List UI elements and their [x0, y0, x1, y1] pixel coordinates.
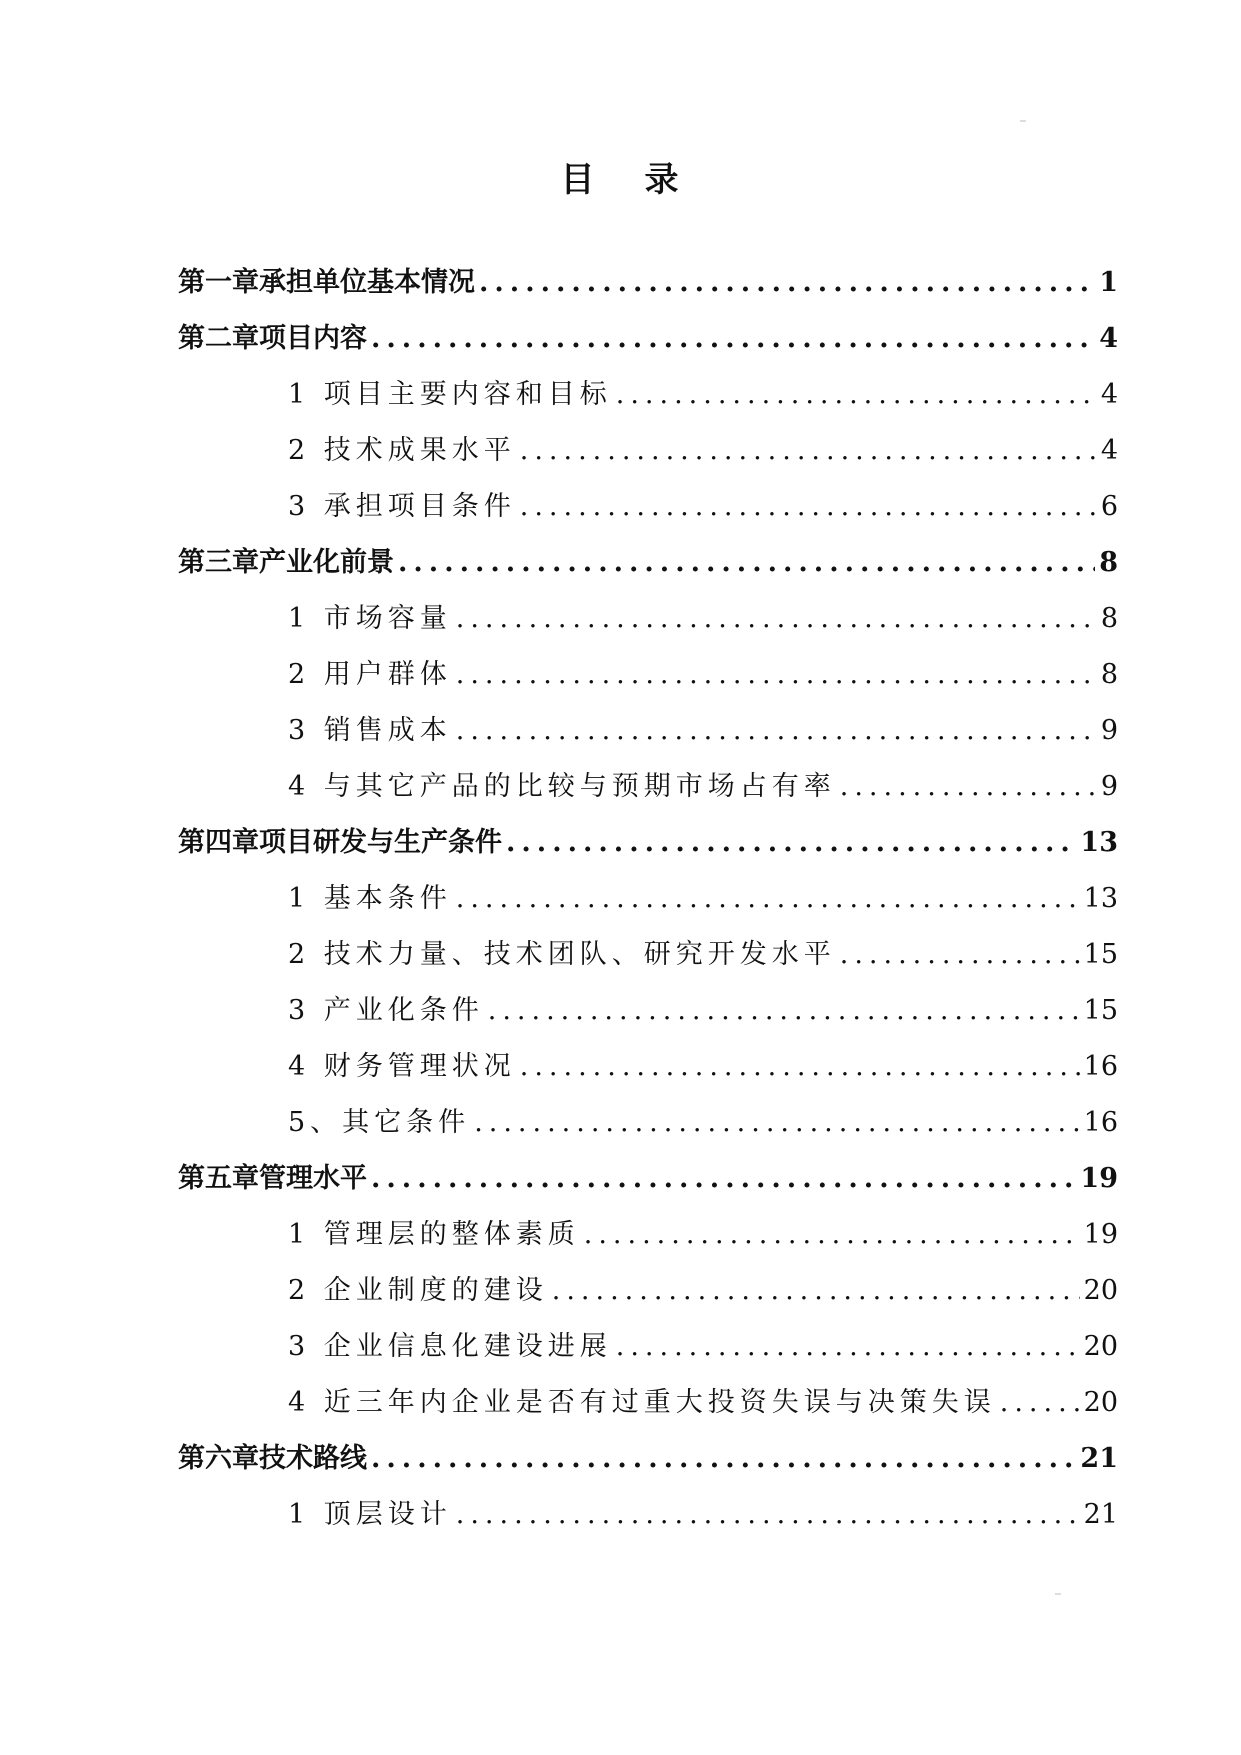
- toc-dot-leader: [552, 1263, 1080, 1319]
- toc-dot-leader: [616, 1319, 1080, 1375]
- toc-dot-leader: [456, 1487, 1080, 1543]
- toc-dot-leader: [371, 311, 1095, 367]
- toc-chapter-entry[interactable]: [178, 311, 1118, 367]
- toc-section-entry[interactable]: [178, 1095, 1118, 1151]
- toc-page-number: 1: [1099, 267, 1118, 298]
- toc-section-entry[interactable]: [178, 479, 1118, 535]
- toc-page-number: 20: [1083, 1387, 1118, 1418]
- toc-section-entry[interactable]: [178, 927, 1118, 983]
- page-title-char-2: 录: [644, 160, 681, 200]
- toc-dot-leader: [479, 255, 1095, 311]
- toc-entry-label: 3 产业化条件: [288, 995, 484, 1026]
- toc-chapter-number: 第三章: [178, 547, 259, 578]
- toc-dot-leader: [371, 1151, 1076, 1207]
- toc-entry-label: 2 技术力量、技术团队、研究开发水平: [288, 939, 836, 970]
- toc-dot-leader: [371, 1431, 1076, 1487]
- page-title: [0, 152, 1241, 201]
- toc-page-number: 20: [1083, 1331, 1118, 1362]
- toc-dot-leader: [474, 1095, 1079, 1151]
- toc-entry-label: 2 用户群体: [288, 659, 452, 690]
- toc-entry-label: 3 销售成本: [288, 715, 452, 746]
- toc-dot-leader: [1000, 1375, 1080, 1431]
- toc-dot-leader: [616, 367, 1097, 423]
- toc-page-number: 19: [1080, 1163, 1118, 1194]
- toc-dot-leader: [456, 647, 1097, 703]
- toc-dot-leader: [520, 1039, 1080, 1095]
- toc-entry-label: 1 管理层的整体素质: [288, 1219, 580, 1250]
- scan-mark-bottom: [1055, 1593, 1061, 1595]
- toc-entry-label: 技术路线: [259, 1443, 367, 1474]
- toc-page-number: 13: [1080, 827, 1118, 858]
- toc-dot-leader: [398, 535, 1095, 591]
- toc-entry-label: 4 财务管理状况: [288, 1051, 516, 1082]
- toc-section-entry[interactable]: [178, 423, 1118, 479]
- toc-page-number: 9: [1100, 771, 1118, 802]
- toc-page-number: 20: [1083, 1275, 1118, 1306]
- toc-page-number: 15: [1083, 995, 1118, 1026]
- toc-page-number: 8: [1100, 659, 1118, 690]
- toc-entry-label: 1 顶层设计: [288, 1499, 452, 1530]
- toc-section-entry[interactable]: [178, 703, 1118, 759]
- toc-chapter-entry[interactable]: [178, 1431, 1118, 1487]
- toc-dot-leader: [520, 423, 1097, 479]
- toc-section-entry[interactable]: [178, 1263, 1118, 1319]
- toc-entry-label: 3 承担项目条件: [288, 491, 516, 522]
- toc-section-entry[interactable]: [178, 591, 1118, 647]
- toc-section-entry[interactable]: [178, 1487, 1118, 1543]
- toc-dot-leader: [456, 703, 1097, 759]
- toc-section-entry[interactable]: [178, 1375, 1118, 1431]
- toc-dot-leader: [488, 983, 1080, 1039]
- toc-dot-leader: [456, 591, 1097, 647]
- toc-entry-label: 1 项目主要内容和目标: [288, 379, 612, 410]
- toc-chapter-number: 第四章: [178, 827, 259, 858]
- toc-section-entry[interactable]: [178, 983, 1118, 1039]
- toc-chapter-entry[interactable]: [178, 815, 1118, 871]
- toc-page-number: 13: [1083, 883, 1118, 914]
- toc-page-number: 21: [1080, 1443, 1118, 1474]
- toc-entry-label: 4 与其它产品的比较与预期市场占有率: [288, 771, 836, 802]
- toc-dot-leader: [456, 871, 1080, 927]
- toc-page-number: 21: [1083, 1499, 1118, 1530]
- toc-entry-label: 4 近三年内企业是否有过重大投资失误与决策失误: [288, 1387, 996, 1418]
- toc-entry-label: 2 技术成果水平: [288, 435, 516, 466]
- toc-chapter-entry[interactable]: [178, 1151, 1118, 1207]
- toc-entry-label: 1 基本条件: [288, 883, 452, 914]
- toc-section-entry[interactable]: [178, 759, 1118, 815]
- toc-entry-label: 项目研发与生产条件: [259, 827, 502, 858]
- toc-chapter-number: 第一章: [178, 267, 259, 298]
- toc-entry-label: 3 企业信息化建设进展: [288, 1331, 612, 1362]
- toc-page-number: 6: [1100, 491, 1118, 522]
- toc-section-entry[interactable]: [178, 1039, 1118, 1095]
- table-of-contents: [178, 255, 1118, 1543]
- toc-chapter-entry[interactable]: [178, 535, 1118, 591]
- toc-page-number: 9: [1100, 715, 1118, 746]
- toc-page-number: 8: [1100, 603, 1118, 634]
- toc-chapter-number: 第五章: [178, 1163, 259, 1194]
- toc-entry-label: 2 企业制度的建设: [288, 1275, 548, 1306]
- toc-dot-leader: [840, 927, 1080, 983]
- toc-entry-label: 承担单位基本情况: [259, 267, 475, 298]
- toc-dot-leader: [506, 815, 1076, 871]
- toc-page-number: 4: [1100, 379, 1118, 410]
- toc-chapter-number: 第六章: [178, 1443, 259, 1474]
- toc-page-number: 16: [1083, 1051, 1118, 1082]
- toc-chapter-entry[interactable]: [178, 255, 1118, 311]
- toc-page-number: 4: [1100, 435, 1118, 466]
- toc-entry-label: 5、其它条件: [288, 1107, 471, 1138]
- toc-page-number: 8: [1099, 547, 1118, 578]
- toc-section-entry[interactable]: [178, 1207, 1118, 1263]
- toc-dot-leader: [584, 1207, 1080, 1263]
- toc-dot-leader: [520, 479, 1097, 535]
- toc-section-entry[interactable]: [178, 1319, 1118, 1375]
- toc-section-entry[interactable]: [178, 647, 1118, 703]
- scan-mark-top: [1020, 120, 1026, 122]
- toc-section-entry[interactable]: [178, 367, 1118, 423]
- toc-page-number: 16: [1083, 1107, 1118, 1138]
- toc-page-number: 4: [1099, 323, 1118, 354]
- toc-page-number: 15: [1083, 939, 1118, 970]
- toc-section-entry[interactable]: [178, 871, 1118, 927]
- toc-entry-label: 1 市场容量: [288, 603, 452, 634]
- toc-page-number: 19: [1083, 1219, 1118, 1250]
- toc-entry-label: 项目内容: [259, 323, 367, 354]
- toc-entry-label: 管理水平: [259, 1163, 367, 1194]
- toc-dot-leader: [840, 759, 1097, 815]
- page-title-char-1: 目: [560, 160, 597, 200]
- toc-entry-label: 产业化前景: [259, 547, 394, 578]
- toc-chapter-number: 第二章: [178, 323, 259, 354]
